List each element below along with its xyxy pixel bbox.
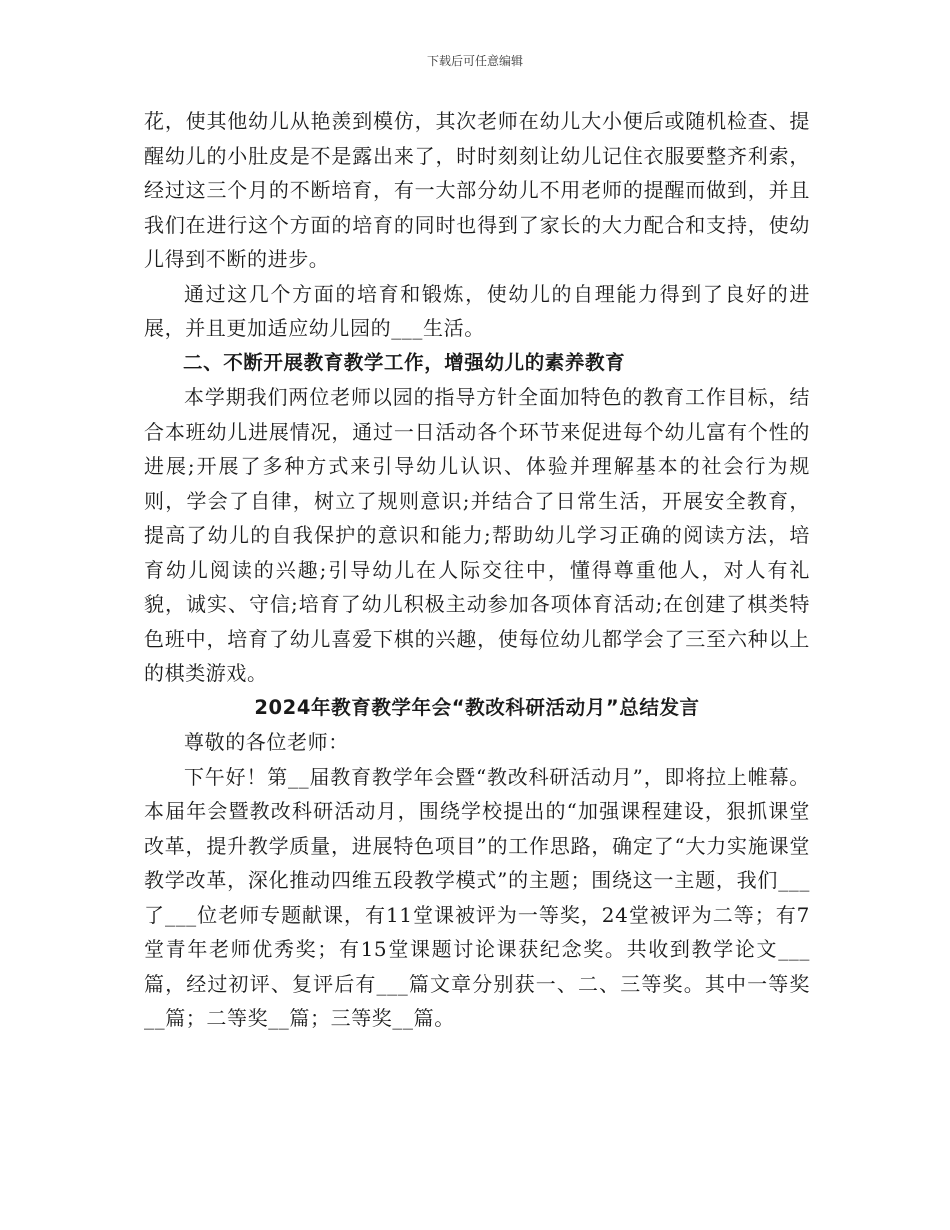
salutation: 尊敬的各位老师： xyxy=(184,730,349,754)
paragraph-continuation: 花，使其他幼儿从艳羡到模仿，其次老师在幼儿大小便后或随机检查、提醒幼儿的小肚皮是不是露出来了，时时刻刻让幼儿记住衣服要整齐利索，经过这三个月的不断培育，有一大部分幼儿不用老师的提醒而做到，并且我们在进行这个方面的培育的同时也得到了家长的大力配合和支持，使幼儿得到不断的进步。 xyxy=(144,109,810,271)
document-body xyxy=(144,104,810,1036)
paragraph-summary: 通过这几个方面的培育和锻炼，使幼儿的自理能力得到了良好的进展，并且更加适应幼儿园的___生活。 xyxy=(144,281,810,340)
section-heading: 二、不断开展教育教学工作，增强幼儿的素养教育 xyxy=(183,350,626,374)
paragraph-education-work: 本学期我们两位老师以园的指导方针全面加特色的教育工作目标，结合本班幼儿进展情况，通过一日活动各个环节来促进每个幼儿富有个性的进展;开展了多种方式来引导幼儿认识、体验并理解基本的社会行为规则，学会了自律，树立了规则意识;并结合了日常生活，开展安全教育，提高了幼儿的自我保护的意识和能力;帮助幼儿学习正确的阅读方法，培育幼儿阅读的兴趣;引导幼儿在人际交往中，懂得尊重他人，对人有礼貌，诚实、守信;培育了幼儿积极主动参加各项体育活动;在创建了棋类特色班中，培育了幼儿喜爱下棋的兴趣，使每位幼儿都学会了三至六种以上的棋类游戏。 xyxy=(144,385,810,685)
speech-title: 2024年教育教学年会“教改科研活动月”总结发言 xyxy=(254,695,700,719)
header-note: 下载后可任意编辑 xyxy=(426,54,523,68)
paragraph-speech: 下午好！第__届教育教学年会暨“教改科研活动月”，即将拉上帷幕。本届年会暨教改科研活动月，围绕学校提出的“加强课程建设，狠抓课堂改革，提升教学质量，进展特色项目”的工作思路，确定了“大力实施课堂教学改革，深化推动四维五段教学模式”的主题；围绕这一主题，我们___了___位老师专题献课，有11堂课被评为一等奖，24堂被评为二等；有7堂青年老师优秀奖；有15堂课题讨论课获纪念奖。共收到教学论文___篇，经过初评、复评后有___篇文章分别获一、二、三等奖。其中一等奖__篇；二等奖__篇；三等奖__篇。 xyxy=(144,764,810,1030)
